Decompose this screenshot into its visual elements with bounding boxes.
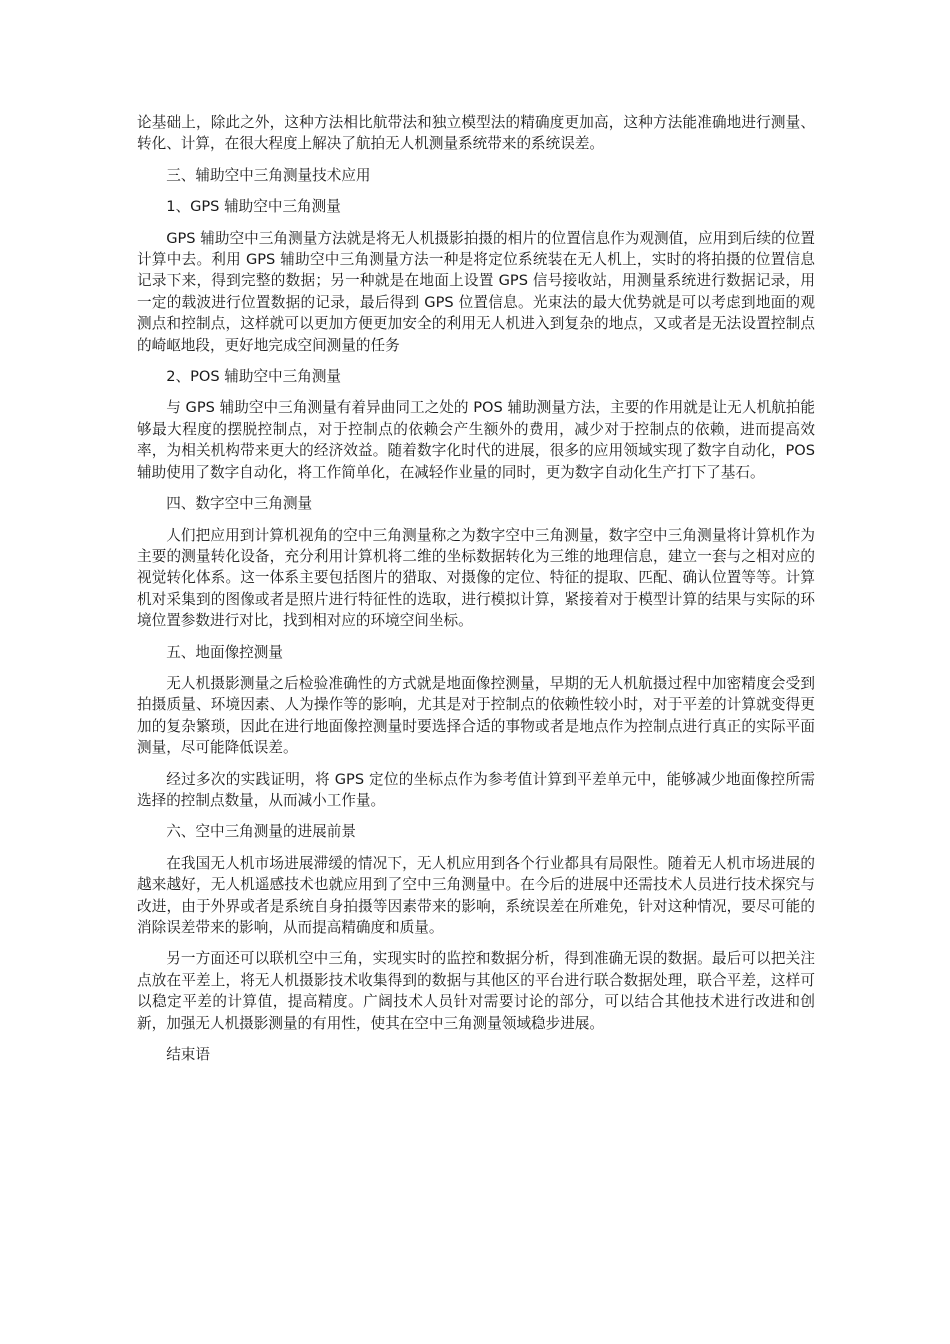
section-heading-5: 五、地面像控测量 <box>166 643 283 661</box>
section-heading-3: 三、辅助空中三角测量技术应用 <box>166 166 371 184</box>
paragraph-gps: GPS 辅助空中三角测量方法就是将无人机摄影拍摄的相片的位置信息作为观测值，应用到后续的位置计算中去。利用 GPS 辅助空中三角测量方法一种是将定位系统装在无人机上，实时的将拍摄的位置信息记录下来，得到完整的数据；另一种就是在地面上设置 GPS 信号接收站，用测量系统进行数据记录，用一定的载波进行位置数据的记录，最后得到 GPS 位置信息。光束法的最大优势就是可以考虑到地面的观测点和控制点，这样就可以更加方便更加安全的利用无人机进入到复杂的地点，又或者是无法设置控制点的崎岖地段，更好地完成空间测量的任务 <box>137 229 815 354</box>
paragraph-prospects-2: 另一方面还可以联机空中三角，实现实时的监控和数据分析，得到准确无误的数据。最后可以把关注点放在平差上，将无人机摄影技术收集得到的数据与其他区的平台进行联合数据处理，联合平差，这样可以稳定平差的计算值，提高精度。广阔技术人员针对需要讨论的部分，可以结合其他技术进行改进和创新，加强无人机摄影测量的有用性，使其在空中三角测量领域稳步进展。 <box>137 950 815 1032</box>
section-heading-4: 四、数字空中三角测量 <box>166 495 313 513</box>
paragraph-pos: 与 GPS 辅助空中三角测量有着异曲同工之处的 POS 辅助测量方法，主要的作用就是让无人机航拍能够最大程度的摆脱控制点，对于控制点的依赖会产生额外的费用，减少对于控制点的依赖，进而提高效率，为相关机构带来更大的经济效益。随着数字化时代的进展，很多的应用领域实现了数字自动化，POS 辅助使用了数字自动化，将工作简单化，在减轻作业量的同时，更为数字自动化生产打下了基石。 <box>137 399 815 481</box>
section-heading-conclusion: 结束语 <box>166 1046 210 1064</box>
section-heading-6: 六、空中三角测量的进展前景 <box>166 823 356 841</box>
paragraph-prospects-1: 在我国无人机市场进展滞缓的情况下，无人机应用到各个行业都具有局限性。随着无人机市场进展的越来越好，无人机遥感技术也就应用到了空中三角测量中。在今后的进展中还需技术人员进行技术探究与改进，由于外界或者是系统自身拍摄等因素带来的影响，系统误差在所难免，针对这种情况，要尽可能的消除误差带来的影响，从而提高精确度和质量。 <box>137 854 815 936</box>
paragraph-ground-control-2: 经过多次的实践证明，将 GPS 定位的坐标点作为参考值计算到平差单元中，能够减少地面像控所需选择的控制点数量，从而减小工作量。 <box>137 770 815 809</box>
subsection-heading-gps: 1、GPS 辅助空中三角测量 <box>166 198 341 216</box>
paragraph-ground-control-1: 无人机摄影测量之后检验准确性的方式就是地面像控测量，早期的无人机航摄过程中加密精度会受到拍摄质量、环境因素、人为操作等的影响，尤其是对于控制点的依赖性较小时，对于平差的计算就变得更加的复杂繁琐，因此在进行地面像控测量时要选择合适的事物或者是地点作为控制点进行真正的实际平面测量，尽可能降低误差。 <box>137 674 815 757</box>
paragraph-digital: 人们把应用到计算机视角的空中三角测量称之为数字空中三角测量，数字空中三角测量将计算机作为主要的测量转化设备，充分利用计算机将二维的坐标数据转化为三维的地理信息，建立一套与之相对应的视觉转化体系。这一体系主要包括图片的猎取、对摄像的定位、特征的提取、匹配、确认位置等等。计算机对采集到的图像或者是照片进行特征性的选取，进行模拟计算，紧接着对于模型计算的结果与实际的环境位置参数进行对比，找到相对应的环境空间坐标。 <box>137 526 815 630</box>
paragraph-continuation: 论基础上，除此之外，这种方法相比航带法和独立模型法的精确度更加高，这种方法能准确地进行测量、转化、计算，在很大程度上解决了航拍无人机测量系统带来的系统误差。 <box>137 114 815 153</box>
subsection-heading-pos: 2、POS 辅助空中三角测量 <box>166 368 342 386</box>
document-body <box>137 112 815 1075</box>
